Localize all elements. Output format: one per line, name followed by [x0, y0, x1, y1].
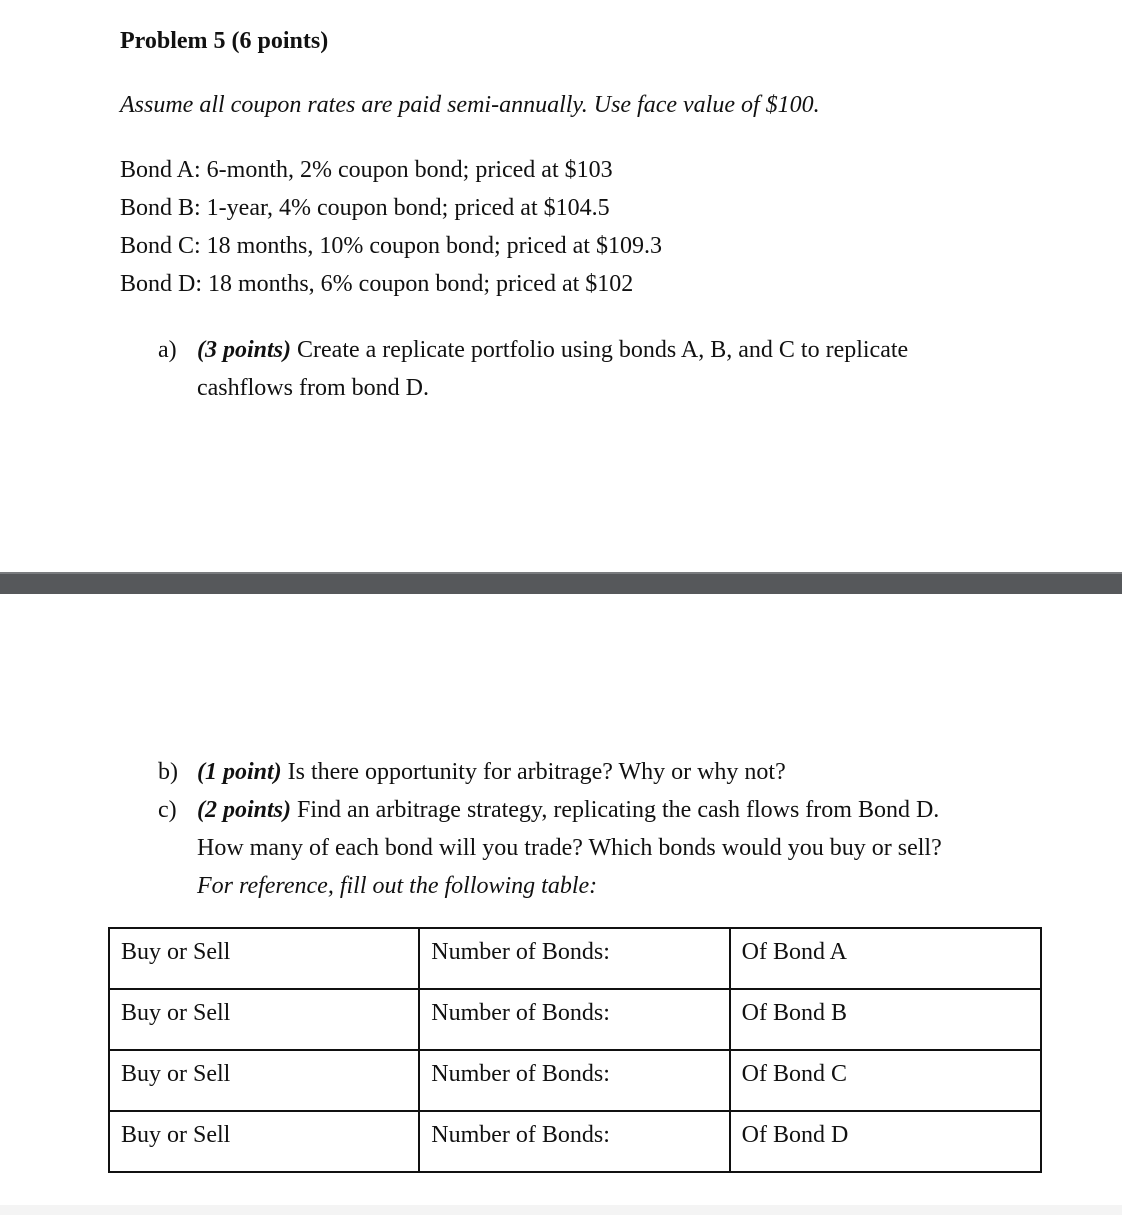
- bond-a-description: Bond A: 6-month, 2% coupon bond; priced at $103: [120, 157, 613, 183]
- bond-name-cell: Of Bond D: [730, 1111, 1041, 1172]
- answer-table: [108, 927, 1042, 1173]
- bond-b-description: Bond B: 1-year, 4% coupon bond; priced at $104.5: [120, 195, 610, 221]
- part-c-question: [197, 797, 939, 824]
- buy-or-sell-cell[interactable]: Buy or Sell: [109, 989, 419, 1050]
- bond-c-description: Bond C: 18 months, 10% coupon bond; priced at $109.3: [120, 233, 662, 259]
- buy-or-sell-cell[interactable]: Buy or Sell: [109, 1050, 419, 1111]
- page-bottom-edge: [0, 1205, 1122, 1215]
- part-a-label: a): [158, 337, 177, 363]
- part-b-points: (1 point): [197, 759, 282, 785]
- table-row: [109, 928, 1041, 989]
- bond-d-description: Bond D: 18 months, 6% coupon bond; priced at $102: [120, 271, 634, 297]
- part-a-text-line2: cashflows from bond D.: [197, 375, 429, 401]
- part-c-label: c): [158, 797, 177, 823]
- table-row: [109, 1111, 1041, 1172]
- part-a-text-line1: Create a replicate portfolio using bonds A, B, and C to replicate: [291, 337, 909, 363]
- part-c-points: (2 points): [197, 797, 292, 823]
- part-c-text-line1: Find an arbitrage strategy, replicating the cash flows from Bond D.: [291, 797, 940, 823]
- buy-or-sell-cell[interactable]: Buy or Sell: [109, 928, 419, 989]
- part-a-points: (3 points): [197, 337, 292, 363]
- part-b-label: b): [158, 759, 178, 785]
- bond-name-cell: Of Bond C: [730, 1050, 1041, 1111]
- bond-name-cell: Of Bond B: [730, 989, 1041, 1050]
- number-of-bonds-cell[interactable]: Number of Bonds:: [419, 928, 729, 989]
- part-c-text-line3: For reference, fill out the following table:: [197, 873, 598, 899]
- part-c-text-line2: How many of each bond will you trade? Which bonds would you buy or sell?: [197, 835, 942, 861]
- part-b-question: [197, 759, 786, 786]
- problem-intro: Assume all coupon rates are paid semi-annually. Use face value of $100.: [120, 92, 820, 118]
- page-divider: [0, 572, 1122, 594]
- bond-name-cell: Of Bond A: [730, 928, 1041, 989]
- table-row: [109, 1050, 1041, 1111]
- number-of-bonds-cell[interactable]: Number of Bonds:: [419, 1111, 729, 1172]
- part-a-question: [197, 337, 908, 364]
- number-of-bonds-cell[interactable]: Number of Bonds:: [419, 989, 729, 1050]
- problem-title: Problem 5 (6 points): [120, 28, 329, 54]
- buy-or-sell-cell[interactable]: Buy or Sell: [109, 1111, 419, 1172]
- part-b-text: Is there opportunity for arbitrage? Why or why not?: [281, 759, 786, 785]
- table-row: [109, 989, 1041, 1050]
- number-of-bonds-cell[interactable]: Number of Bonds:: [419, 1050, 729, 1111]
